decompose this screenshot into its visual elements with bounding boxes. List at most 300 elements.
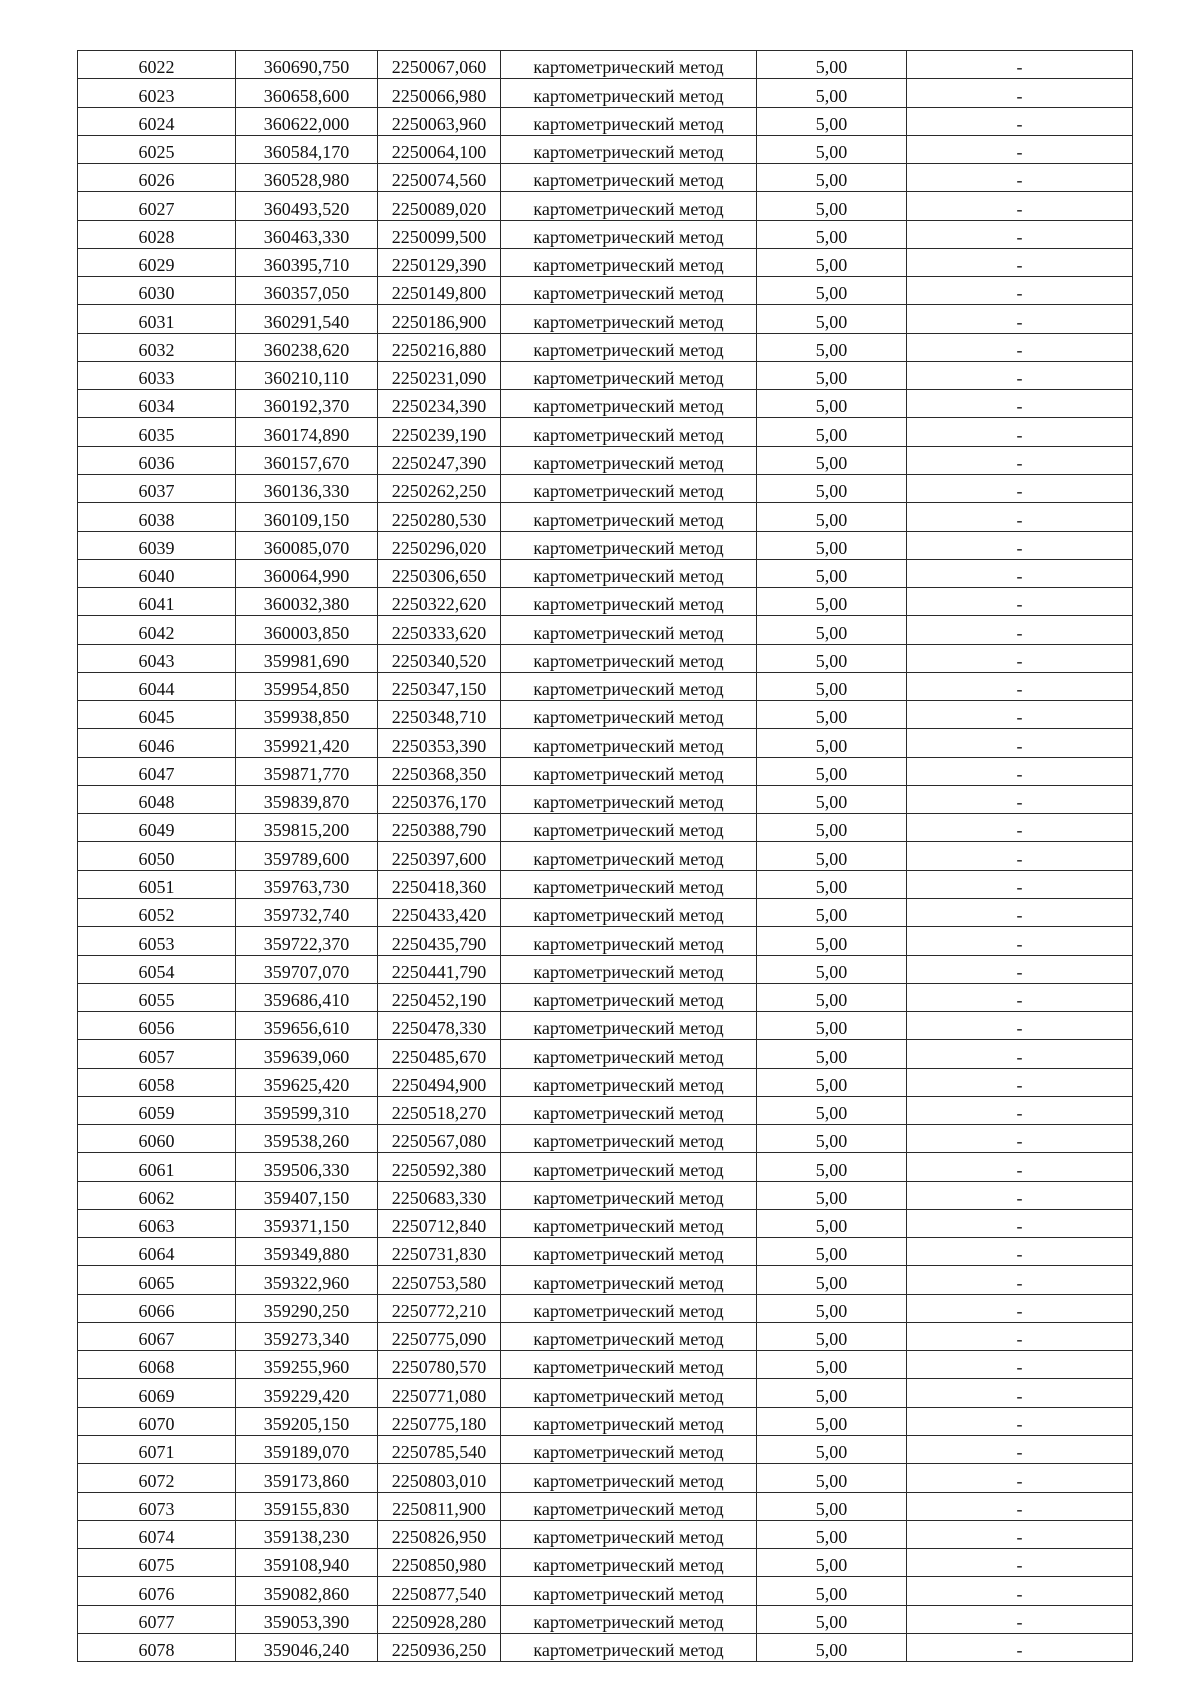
- x-coordinate-text: 360003,850: [263, 622, 350, 643]
- method-text: картометрический метод: [533, 283, 724, 304]
- x-coordinate-text: 360463,330: [263, 226, 350, 247]
- method-text: картометрический метод: [533, 763, 724, 784]
- method-text: картометрический метод: [533, 1244, 724, 1265]
- point-number-cell: [78, 870, 236, 898]
- table-row: [78, 305, 1133, 333]
- method-cell: [501, 531, 757, 559]
- precision-text: 5,00: [815, 368, 848, 389]
- precision-text: 5,00: [815, 1527, 848, 1548]
- method-text: картометрический метод: [533, 905, 724, 926]
- point-number-text: 6069: [138, 1385, 175, 1406]
- description-cell: [907, 107, 1133, 135]
- description-text: -: [1016, 1385, 1023, 1406]
- table-row: [78, 531, 1133, 559]
- x-coordinate-cell: [236, 503, 378, 531]
- x-coordinate-text: 360210,110: [264, 368, 349, 389]
- description-text: -: [1016, 1300, 1023, 1321]
- x-coordinate-cell: [236, 1577, 378, 1605]
- method-text: картометрический метод: [533, 1555, 724, 1576]
- method-cell: [501, 672, 757, 700]
- y-coordinate-cell: [378, 1209, 501, 1237]
- point-number-text: 6055: [138, 990, 175, 1011]
- x-coordinate-text: 359763,730: [263, 876, 350, 897]
- description-cell: [907, 644, 1133, 672]
- table-row: [78, 927, 1133, 955]
- table-row: [78, 1068, 1133, 1096]
- y-coordinate-text: 2250064,100: [391, 142, 487, 163]
- y-coordinate-text: 2250877,540: [391, 1583, 487, 1604]
- y-coordinate-text: 2250494,900: [391, 1074, 487, 1095]
- method-cell: [501, 248, 757, 276]
- x-coordinate-text: 359538,260: [263, 1131, 350, 1152]
- point-number-text: 6064: [138, 1244, 175, 1265]
- point-number-cell: [78, 1549, 236, 1577]
- x-coordinate-text: 360528,980: [263, 170, 350, 191]
- description-cell: [907, 135, 1133, 163]
- point-number-cell: [78, 446, 236, 474]
- method-cell: [501, 785, 757, 813]
- point-number-text: 6037: [138, 481, 175, 502]
- description-text: -: [1016, 650, 1023, 671]
- precision-cell: [757, 1520, 907, 1548]
- precision-cell: [757, 757, 907, 785]
- x-coordinate-cell: [236, 785, 378, 813]
- precision-text: 5,00: [815, 679, 848, 700]
- method-cell: [501, 1407, 757, 1435]
- precision-text: 5,00: [815, 1244, 848, 1265]
- method-cell: [501, 277, 757, 305]
- point-number-text: 6044: [138, 679, 175, 700]
- point-number-cell: [78, 1209, 236, 1237]
- point-number-cell: [78, 559, 236, 587]
- description-text: -: [1016, 1187, 1023, 1208]
- precision-text: 5,00: [815, 1159, 848, 1180]
- table-row: [78, 220, 1133, 248]
- description-cell: [907, 1464, 1133, 1492]
- table-row: [78, 474, 1133, 502]
- table-row: [78, 1238, 1133, 1266]
- precision-text: 5,00: [815, 594, 848, 615]
- y-coordinate-cell: [378, 474, 501, 502]
- description-cell: [907, 1492, 1133, 1520]
- x-coordinate-text: 359921,420: [263, 735, 350, 756]
- description-text: -: [1016, 1131, 1023, 1152]
- x-coordinate-cell: [236, 842, 378, 870]
- point-number-text: 6031: [138, 311, 175, 332]
- method-text: картометрический метод: [533, 876, 724, 897]
- y-coordinate-text: 2250149,800: [391, 283, 487, 304]
- x-coordinate-cell: [236, 1407, 378, 1435]
- y-coordinate-text: 2250928,280: [391, 1611, 487, 1632]
- y-coordinate-text: 2250567,080: [391, 1131, 487, 1152]
- description-cell: [907, 305, 1133, 333]
- x-coordinate-text: 360109,150: [263, 509, 350, 530]
- x-coordinate-text: 359625,420: [263, 1074, 350, 1095]
- table-row: [78, 842, 1133, 870]
- table-row: [78, 1125, 1133, 1153]
- table-row: [78, 1012, 1133, 1040]
- description-cell: [907, 1605, 1133, 1633]
- description-cell: [907, 955, 1133, 983]
- y-coordinate-text: 2250067,060: [391, 57, 487, 78]
- precision-text: 5,00: [815, 452, 848, 473]
- point-number-text: 6062: [138, 1187, 175, 1208]
- method-text: картометрический метод: [533, 170, 724, 191]
- method-text: картометрический метод: [533, 650, 724, 671]
- y-coordinate-text: 2250850,980: [391, 1555, 487, 1576]
- precision-cell: [757, 305, 907, 333]
- x-coordinate-cell: [236, 1492, 378, 1520]
- description-cell: [907, 446, 1133, 474]
- precision-text: 5,00: [815, 85, 848, 106]
- y-coordinate-text: 2250780,570: [391, 1357, 487, 1378]
- y-coordinate-cell: [378, 1068, 501, 1096]
- description-cell: [907, 757, 1133, 785]
- precision-cell: [757, 1209, 907, 1237]
- description-cell: [907, 333, 1133, 361]
- y-coordinate-text: 2250376,170: [391, 792, 487, 813]
- x-coordinate-text: 359229,420: [263, 1385, 350, 1406]
- x-coordinate-text: 359322,960: [263, 1272, 350, 1293]
- y-coordinate-cell: [378, 220, 501, 248]
- x-coordinate-cell: [236, 1040, 378, 1068]
- point-number-cell: [78, 1068, 236, 1096]
- y-coordinate-cell: [378, 531, 501, 559]
- point-number-text: 6053: [138, 933, 175, 954]
- method-text: картометрический метод: [533, 1640, 724, 1661]
- table-row: [78, 248, 1133, 276]
- precision-cell: [757, 814, 907, 842]
- table-row: [78, 390, 1133, 418]
- x-coordinate-cell: [236, 1012, 378, 1040]
- precision-cell: [757, 333, 907, 361]
- x-coordinate-text: 359599,310: [263, 1103, 350, 1124]
- method-cell: [501, 898, 757, 926]
- description-text: -: [1016, 905, 1023, 926]
- method-text: картометрический метод: [533, 311, 724, 332]
- x-coordinate-text: 360085,070: [263, 537, 350, 558]
- point-number-cell: [78, 814, 236, 842]
- precision-text: 5,00: [815, 848, 848, 869]
- method-text: картометрический метод: [533, 537, 724, 558]
- point-number-cell: [78, 164, 236, 192]
- y-coordinate-cell: [378, 814, 501, 842]
- description-cell: [907, 927, 1133, 955]
- x-coordinate-text: 360157,670: [263, 452, 350, 473]
- method-text: картометрический метод: [533, 255, 724, 276]
- y-coordinate-text: 2250089,020: [391, 198, 487, 219]
- precision-cell: [757, 785, 907, 813]
- description-text: -: [1016, 990, 1023, 1011]
- description-cell: [907, 361, 1133, 389]
- x-coordinate-text: 359273,340: [263, 1329, 350, 1350]
- description-text: -: [1016, 368, 1023, 389]
- description-text: -: [1016, 1074, 1023, 1095]
- precision-cell: [757, 1266, 907, 1294]
- description-cell: [907, 898, 1133, 926]
- precision-cell: [757, 1181, 907, 1209]
- method-cell: [501, 1012, 757, 1040]
- x-coordinate-text: 360291,540: [263, 311, 350, 332]
- x-coordinate-cell: [236, 1436, 378, 1464]
- table-row: [78, 870, 1133, 898]
- x-coordinate-cell: [236, 559, 378, 587]
- precision-text: 5,00: [815, 1131, 848, 1152]
- description-cell: [907, 1096, 1133, 1124]
- method-cell: [501, 51, 757, 79]
- precision-cell: [757, 1351, 907, 1379]
- x-coordinate-text: 360395,710: [263, 255, 350, 276]
- point-number-text: 6067: [138, 1329, 175, 1350]
- point-number-text: 6032: [138, 339, 175, 360]
- point-number-text: 6028: [138, 226, 175, 247]
- table-row: [78, 1181, 1133, 1209]
- method-text: картометрический метод: [533, 424, 724, 445]
- point-number-cell: [78, 672, 236, 700]
- method-text: картометрический метод: [533, 113, 724, 134]
- precision-text: 5,00: [815, 226, 848, 247]
- table-row: [78, 729, 1133, 757]
- method-cell: [501, 79, 757, 107]
- x-coordinate-text: 359189,070: [263, 1442, 350, 1463]
- precision-text: 5,00: [815, 57, 848, 78]
- description-cell: [907, 870, 1133, 898]
- table-row: [78, 1492, 1133, 1520]
- x-coordinate-cell: [236, 588, 378, 616]
- method-cell: [501, 474, 757, 502]
- method-cell: [501, 361, 757, 389]
- point-number-cell: [78, 955, 236, 983]
- description-cell: [907, 588, 1133, 616]
- method-text: картометрический метод: [533, 1527, 724, 1548]
- point-number-text: 6033: [138, 368, 175, 389]
- x-coordinate-cell: [236, 1068, 378, 1096]
- x-coordinate-text: 360136,330: [263, 481, 350, 502]
- y-coordinate-text: 2250247,390: [391, 452, 487, 473]
- table-row: [78, 1351, 1133, 1379]
- precision-text: 5,00: [815, 1470, 848, 1491]
- precision-cell: [757, 1549, 907, 1577]
- description-text: -: [1016, 1555, 1023, 1576]
- y-coordinate-text: 2250234,390: [391, 396, 487, 417]
- description-text: -: [1016, 1611, 1023, 1632]
- description-cell: [907, 785, 1133, 813]
- point-number-cell: [78, 588, 236, 616]
- method-cell: [501, 644, 757, 672]
- description-text: -: [1016, 311, 1023, 332]
- y-coordinate-text: 2250433,420: [391, 905, 487, 926]
- y-coordinate-cell: [378, 1351, 501, 1379]
- method-text: картометрический метод: [533, 1216, 724, 1237]
- method-text: картометрический метод: [533, 990, 724, 1011]
- point-number-cell: [78, 220, 236, 248]
- x-coordinate-cell: [236, 107, 378, 135]
- point-number-cell: [78, 701, 236, 729]
- method-text: картометрический метод: [533, 57, 724, 78]
- precision-text: 5,00: [815, 339, 848, 360]
- description-text: -: [1016, 876, 1023, 897]
- x-coordinate-cell: [236, 1605, 378, 1633]
- y-coordinate-cell: [378, 1436, 501, 1464]
- y-coordinate-cell: [378, 616, 501, 644]
- method-text: картометрический метод: [533, 1187, 724, 1208]
- x-coordinate-cell: [236, 870, 378, 898]
- description-text: -: [1016, 226, 1023, 247]
- description-cell: [907, 390, 1133, 418]
- x-coordinate-text: 360622,000: [263, 113, 350, 134]
- method-text: картометрический метод: [533, 622, 724, 643]
- method-cell: [501, 220, 757, 248]
- description-cell: [907, 1209, 1133, 1237]
- x-coordinate-text: 359722,370: [263, 933, 350, 954]
- y-coordinate-cell: [378, 757, 501, 785]
- description-text: -: [1016, 1357, 1023, 1378]
- y-coordinate-text: 2250353,390: [391, 735, 487, 756]
- point-number-cell: [78, 474, 236, 502]
- precision-text: 5,00: [815, 763, 848, 784]
- description-cell: [907, 531, 1133, 559]
- x-coordinate-text: 359938,850: [263, 707, 350, 728]
- y-coordinate-cell: [378, 729, 501, 757]
- description-cell: [907, 1012, 1133, 1040]
- point-number-cell: [78, 1577, 236, 1605]
- method-text: картометрический метод: [533, 1385, 724, 1406]
- method-cell: [501, 446, 757, 474]
- method-cell: [501, 1633, 757, 1661]
- y-coordinate-text: 2250280,530: [391, 509, 487, 530]
- description-text: -: [1016, 1329, 1023, 1350]
- precision-text: 5,00: [815, 1357, 848, 1378]
- y-coordinate-cell: [378, 644, 501, 672]
- method-text: картометрический метод: [533, 481, 724, 502]
- point-number-text: 6058: [138, 1074, 175, 1095]
- y-coordinate-text: 2250803,010: [391, 1470, 487, 1491]
- point-number-text: 6048: [138, 792, 175, 813]
- method-text: картометрический метод: [533, 1583, 724, 1604]
- x-coordinate-text: 359205,150: [263, 1414, 350, 1435]
- description-text: -: [1016, 933, 1023, 954]
- y-coordinate-cell: [378, 672, 501, 700]
- description-text: -: [1016, 339, 1023, 360]
- point-number-cell: [78, 842, 236, 870]
- table-row: [78, 1577, 1133, 1605]
- description-text: -: [1016, 509, 1023, 530]
- method-text: картометрический метод: [533, 1414, 724, 1435]
- method-cell: [501, 1436, 757, 1464]
- precision-cell: [757, 135, 907, 163]
- point-number-cell: [78, 1266, 236, 1294]
- description-text: -: [1016, 566, 1023, 587]
- point-number-cell: [78, 757, 236, 785]
- y-coordinate-cell: [378, 1096, 501, 1124]
- point-number-text: 6051: [138, 876, 175, 897]
- y-coordinate-text: 2250712,840: [391, 1216, 487, 1237]
- precision-cell: [757, 361, 907, 389]
- table-row: [78, 51, 1133, 79]
- point-number-cell: [78, 135, 236, 163]
- y-coordinate-text: 2250452,190: [391, 990, 487, 1011]
- precision-text: 5,00: [815, 311, 848, 332]
- description-text: -: [1016, 1470, 1023, 1491]
- point-number-text: 6038: [138, 509, 175, 530]
- description-text: -: [1016, 1159, 1023, 1180]
- description-cell: [907, 1577, 1133, 1605]
- description-text: -: [1016, 57, 1023, 78]
- precision-text: 5,00: [815, 1414, 848, 1435]
- precision-cell: [757, 446, 907, 474]
- y-coordinate-text: 2250775,180: [391, 1414, 487, 1435]
- table-row: [78, 757, 1133, 785]
- method-text: картометрический метод: [533, 1470, 724, 1491]
- precision-text: 5,00: [815, 990, 848, 1011]
- description-cell: [907, 277, 1133, 305]
- x-coordinate-text: 359506,330: [263, 1159, 350, 1180]
- precision-cell: [757, 1040, 907, 1068]
- description-cell: [907, 51, 1133, 79]
- y-coordinate-text: 2250333,620: [391, 622, 487, 643]
- y-coordinate-cell: [378, 1125, 501, 1153]
- point-number-text: 6024: [138, 113, 175, 134]
- x-coordinate-text: 359173,860: [263, 1470, 350, 1491]
- point-number-cell: [78, 983, 236, 1011]
- y-coordinate-cell: [378, 1605, 501, 1633]
- table-row: [78, 1153, 1133, 1181]
- y-coordinate-cell: [378, 1012, 501, 1040]
- x-coordinate-text: 360690,750: [263, 57, 350, 78]
- y-coordinate-text: 2250435,790: [391, 933, 487, 954]
- precision-text: 5,00: [815, 537, 848, 558]
- y-coordinate-cell: [378, 79, 501, 107]
- point-number-cell: [78, 51, 236, 79]
- precision-text: 5,00: [815, 1074, 848, 1095]
- method-cell: [501, 1492, 757, 1520]
- point-number-text: 6072: [138, 1470, 175, 1491]
- method-cell: [501, 1238, 757, 1266]
- point-number-cell: [78, 418, 236, 446]
- description-cell: [907, 220, 1133, 248]
- x-coordinate-text: 359053,390: [263, 1611, 350, 1632]
- precision-text: 5,00: [815, 1329, 848, 1350]
- precision-cell: [757, 220, 907, 248]
- method-text: картометрический метод: [533, 1329, 724, 1350]
- description-text: -: [1016, 1018, 1023, 1039]
- x-coordinate-text: 359981,690: [263, 650, 350, 671]
- precision-cell: [757, 729, 907, 757]
- method-text: картометрический метод: [533, 1611, 724, 1632]
- method-cell: [501, 1209, 757, 1237]
- point-number-cell: [78, 248, 236, 276]
- method-text: картометрический метод: [533, 848, 724, 869]
- table-row: [78, 898, 1133, 926]
- method-cell: [501, 1040, 757, 1068]
- x-coordinate-cell: [236, 1096, 378, 1124]
- method-text: картометрический метод: [533, 452, 724, 473]
- description-text: -: [1016, 1583, 1023, 1604]
- method-text: картометрический метод: [533, 735, 724, 756]
- y-coordinate-cell: [378, 1407, 501, 1435]
- description-text: -: [1016, 396, 1023, 417]
- y-coordinate-text: 2250478,330: [391, 1018, 487, 1039]
- y-coordinate-cell: [378, 418, 501, 446]
- precision-cell: [757, 248, 907, 276]
- description-cell: [907, 842, 1133, 870]
- description-text: -: [1016, 848, 1023, 869]
- x-coordinate-cell: [236, 927, 378, 955]
- precision-text: 5,00: [815, 1555, 848, 1576]
- y-coordinate-cell: [378, 983, 501, 1011]
- point-number-cell: [78, 192, 236, 220]
- precision-cell: [757, 1436, 907, 1464]
